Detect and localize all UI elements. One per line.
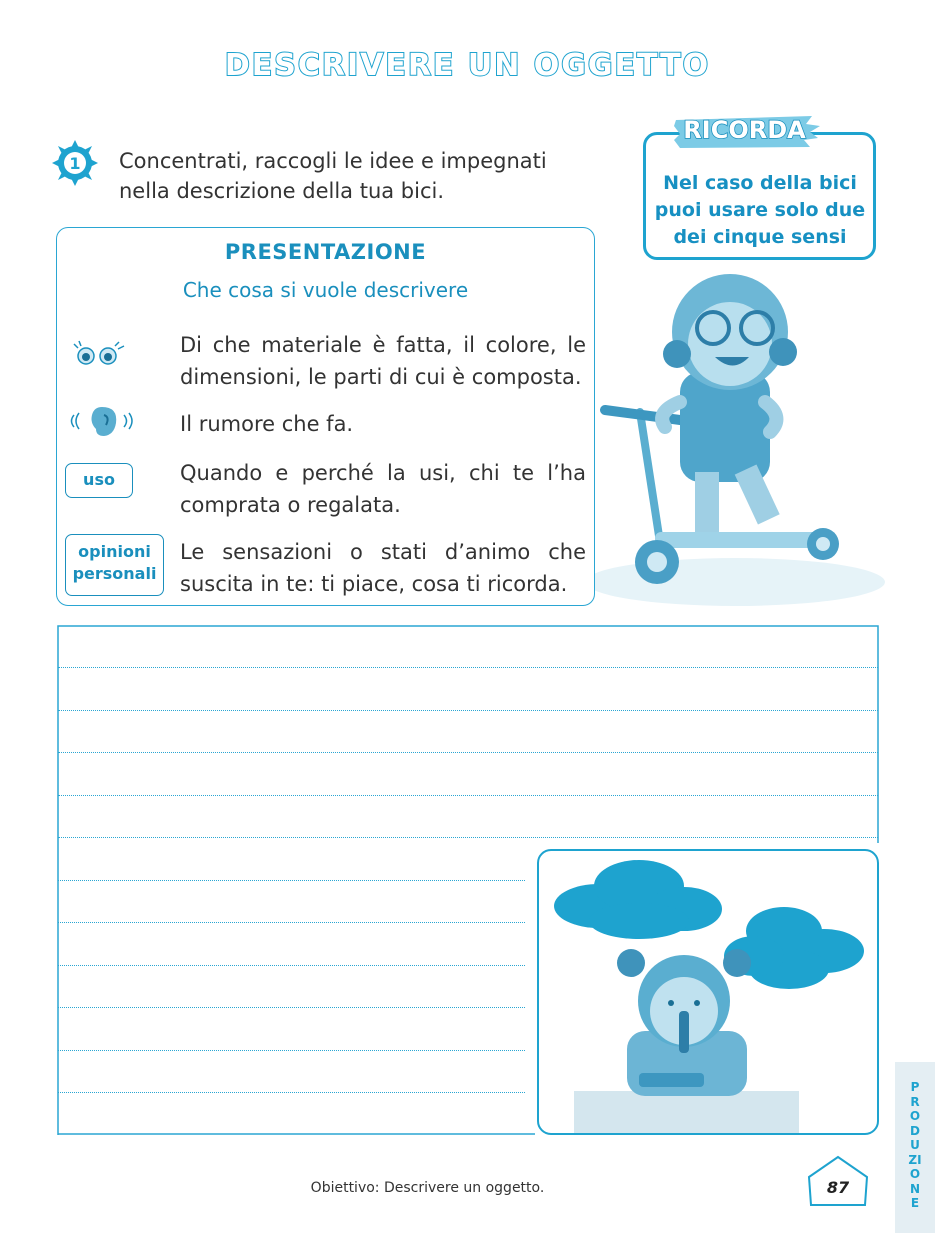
page-title: DESCRIVERE UN OGGETTO xyxy=(224,48,711,83)
exercise-number-icon xyxy=(52,140,98,186)
presentazione-title: PRESENTAZIONE xyxy=(224,240,427,264)
row-vista-text: Di che materiale è fatta, il colore, le dimensioni, le parti di cui è composta. xyxy=(180,333,586,389)
row-opinioni-text: Le sensazioni o stati d’animo che suscita in te: ti piace, cosa ti ricorda. xyxy=(180,540,586,596)
row-uso-text: Quando e perché la usi, chi te l’ha comprata o regalata. xyxy=(180,461,586,517)
presentazione-subtitle: Che cosa si vuole descrivere xyxy=(182,278,469,302)
writing-line[interactable] xyxy=(58,965,525,966)
ricorda-label: RICORDA xyxy=(683,116,806,144)
intro-instruction: Concentrati, raccogli le idee e impegnati nella descrizione della tua bici. xyxy=(119,149,547,203)
writing-line[interactable] xyxy=(58,667,878,668)
girl-scooter-illustration xyxy=(585,262,885,612)
writing-line[interactable] xyxy=(58,1092,525,1093)
writing-line[interactable] xyxy=(58,922,525,923)
writing-line[interactable] xyxy=(58,1007,525,1008)
exercise-number: 1 xyxy=(69,154,81,173)
row-udito-text: Il rumore che fa. xyxy=(180,412,354,436)
objective-text: Obiettivo: Descrivere un oggetto. xyxy=(310,1180,545,1196)
eyes-icon xyxy=(66,338,128,368)
page-number: 87 xyxy=(826,1178,850,1197)
section-side-label: PRODUZIONE xyxy=(908,1080,922,1210)
writing-line[interactable] xyxy=(58,837,878,838)
writing-line[interactable] xyxy=(58,752,878,753)
writing-line[interactable] xyxy=(58,880,525,881)
ricorda-text: Nel caso della bici puoi usare solo due dei cinque sensi xyxy=(654,172,866,248)
ear-icon xyxy=(66,403,138,439)
tag-opinioni-personali: opinioni personali xyxy=(65,534,164,596)
writing-line[interactable] xyxy=(58,795,878,796)
thinking-girl-illustration xyxy=(539,851,877,1133)
writing-line[interactable] xyxy=(58,1050,525,1051)
tag-uso: uso xyxy=(65,463,133,498)
writing-line[interactable] xyxy=(58,710,878,711)
thinking-girl-picture xyxy=(537,849,879,1135)
